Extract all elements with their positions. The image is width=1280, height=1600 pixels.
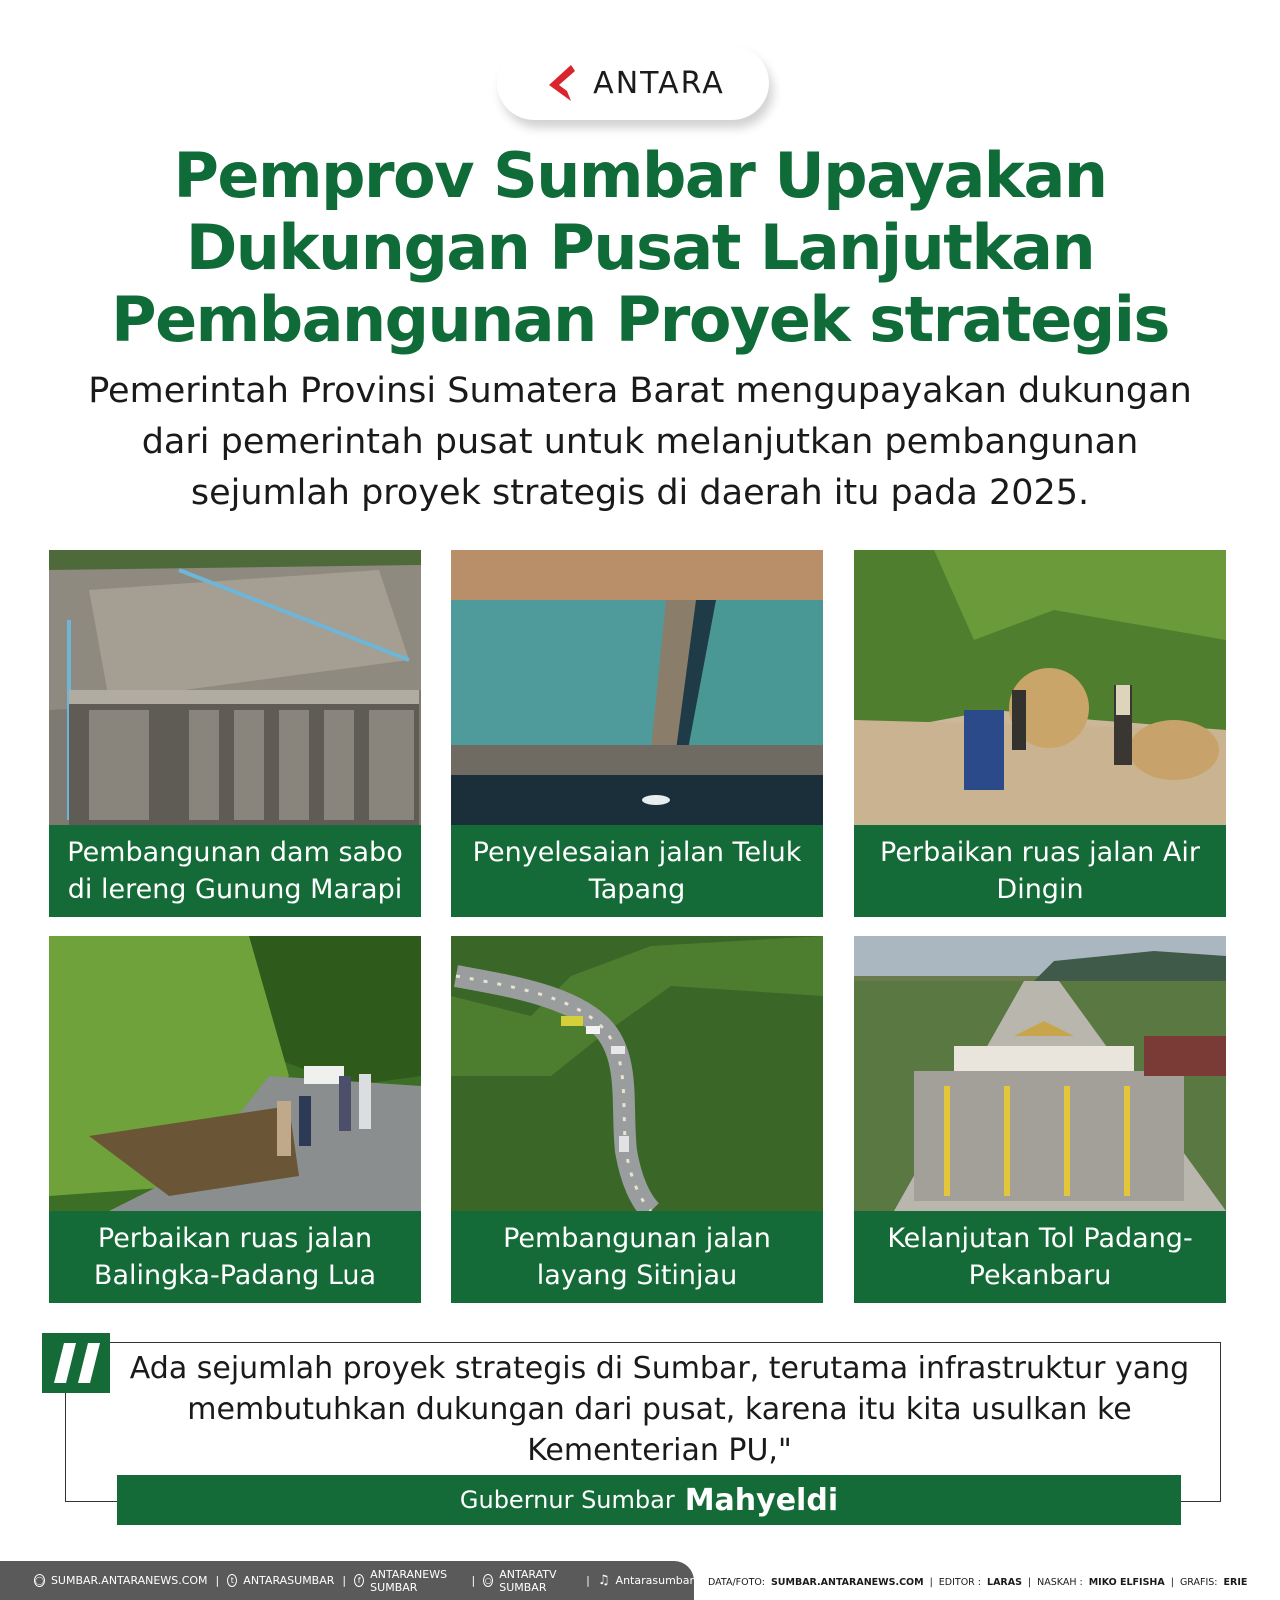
project-caption: Perbaikan ruas jalan Balingka-Padang Lua [49, 1211, 421, 1303]
social-link[interactable]: ANTARATV SUMBAR [499, 1567, 557, 1594]
logo-text: ANTARA [593, 65, 725, 101]
social-link[interactable]: Antarasumbar [615, 1574, 695, 1587]
divider: | [1170, 1576, 1174, 1588]
lead-line: Pemerintah Provinsi Sumatera Barat mengupayakan dukungan [88, 371, 1192, 411]
quote-text [112, 1348, 1207, 1471]
credit-label: DATA/FOTO: [708, 1576, 765, 1588]
quote-line: Ada sejumlah proyek strategis di Sumbar, terutama infrastruktur yang [129, 1351, 1190, 1386]
project-caption: Kelanjutan Tol Padang-Pekanbaru [854, 1211, 1226, 1303]
antara-logo [497, 46, 769, 120]
divider: | [215, 1574, 220, 1587]
credit-label: GRAFIS: [1179, 1576, 1218, 1588]
balingka-photo [49, 936, 421, 1211]
credits-footer [708, 1570, 1268, 1594]
quote-attribution [117, 1475, 1181, 1525]
sitinjau-photo [451, 936, 823, 1211]
teluk-tapang-photo [451, 550, 823, 825]
title-line: Pemprov Sumbar Upayakan [173, 139, 1107, 212]
social-link[interactable]: ANTARANEWS SUMBAR [370, 1567, 448, 1594]
speaker-role: Gubernur Sumbar [459, 1486, 675, 1514]
project-caption: Penyelesaian jalan Teluk Tapang [451, 825, 823, 917]
twitter-icon: t [227, 1574, 237, 1587]
credit-value: MIKO ELFISHA [1088, 1576, 1165, 1588]
divider: | [1027, 1576, 1032, 1588]
credit-label: NASKAH : [1037, 1576, 1083, 1588]
credit-value: SUMBAR.ANTARANEWS.COM [770, 1576, 924, 1588]
dam-sabo-photo [49, 550, 421, 825]
facebook-icon: f [354, 1574, 364, 1587]
antara-logo-mark-icon [541, 61, 585, 105]
divider: | [929, 1576, 933, 1588]
divider: | [342, 1574, 347, 1587]
quote-line: Kementerian PU," [527, 1433, 792, 1468]
tol-photo [854, 936, 1226, 1211]
project-caption: Pembangunan jalan layang Sitinjau [451, 1211, 823, 1303]
air-dingin-photo [854, 550, 1226, 825]
social-footer [0, 1561, 694, 1600]
divider: | [586, 1574, 590, 1587]
quote-mark-icon [42, 1333, 110, 1393]
instagram-icon: ○ [484, 1576, 492, 1585]
title-line: Dukungan Pusat Lanjutkan [185, 211, 1095, 284]
lead-line: dari pemerintah pusat untuk melanjutkan pembangunan [141, 422, 1139, 462]
title-line: Pembangunan Proyek strategis [111, 283, 1169, 356]
project-caption: Pembangunan dam sabo di lereng Gunung Marapi [49, 825, 421, 917]
divider: | [471, 1574, 476, 1587]
project-caption: Perbaikan ruas jalan Air Dingin [854, 825, 1226, 917]
credit-value: LARAS [987, 1576, 1022, 1588]
page-title [0, 140, 1280, 356]
credit-label: EDITOR : [938, 1576, 982, 1588]
social-link[interactable]: SUMBAR.ANTARANEWS.COM [50, 1574, 208, 1587]
lead-paragraph [20, 366, 1260, 519]
lead-line: sejumlah proyek strategis di daerah itu pada 2025. [190, 473, 1090, 513]
quote-line: membutuhkan dukungan dari pusat, karena itu kita usulkan ke [187, 1392, 1132, 1427]
globe-icon: ◯ [35, 1576, 44, 1585]
credit-value: ERIE [1223, 1576, 1248, 1588]
social-link[interactable]: ANTARASUMBAR [243, 1574, 335, 1587]
speaker-name: Mahyeldi [684, 1482, 839, 1518]
tiktok-icon: ♫ [597, 1573, 610, 1588]
